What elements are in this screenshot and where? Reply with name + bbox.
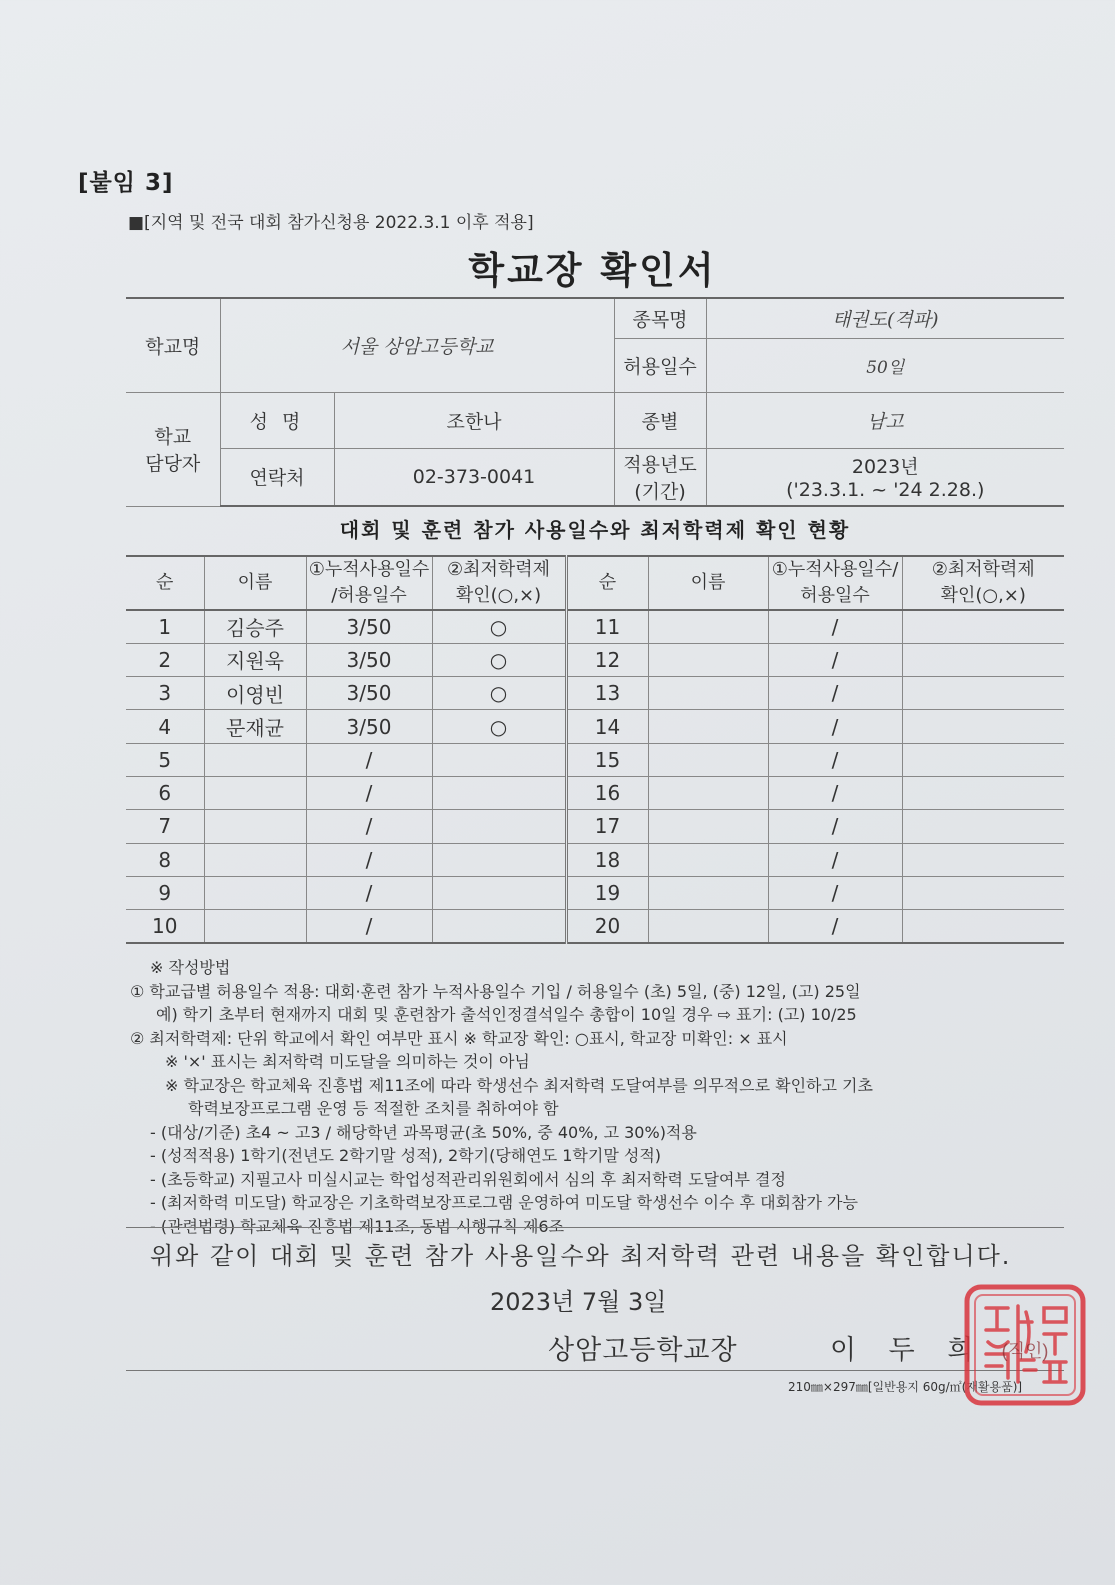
right-no: 17 [566, 810, 648, 843]
school-manager-label-line1: 학교 [154, 426, 192, 448]
manager-name-value: 조한나 [334, 392, 614, 448]
left-days: 3/50 [306, 610, 432, 643]
detail-1: - (대상/기준) 초4 ~ 고3 / 해당학년 과목평균(초 50%, 중 40%, 고 30%)적용 [150, 1122, 697, 1142]
year-value-year: 2023년 [851, 456, 919, 479]
detail-5: - (관련법령) 학교체육 진흥법 제11조, 동법 시행규칙 제6조 [150, 1216, 565, 1236]
year-value [706, 448, 1064, 506]
issue-date: 2023년 7월 3일 [490, 1288, 667, 1316]
writing-instructions [130, 956, 1065, 1238]
divider [126, 1227, 1064, 1228]
left-check [432, 843, 566, 876]
year-label-line2: (기간) [634, 480, 686, 503]
right-name [648, 810, 768, 843]
left-check [432, 910, 566, 943]
header-days [306, 556, 432, 610]
table-row [126, 810, 1064, 843]
category-value: 남고 [706, 392, 1064, 448]
header-name-right: 이름 [648, 556, 768, 610]
right-check [902, 876, 1064, 909]
attachment-label: [붙임 3] [78, 170, 174, 196]
table-row [126, 876, 1064, 909]
right-name [648, 677, 768, 710]
right-no: 12 [566, 643, 648, 676]
left-no: 4 [126, 710, 204, 743]
right-check [902, 910, 1064, 943]
left-name [204, 843, 306, 876]
year-label [614, 448, 706, 506]
form-subtitle: ■[지역 및 전국 대회 참가신청용 2022.3.1 이후 적용] [128, 213, 534, 233]
principal-title: 상암고등학교장 [548, 1335, 738, 1366]
note-2: ② 최저학력제: 단위 학교에서 확인 여부만 표시 ※ 학교장 확인: ○표시, 학교장 미확인: × 표시 [130, 1028, 788, 1048]
right-name [648, 743, 768, 776]
note-1-example: 예) 학기 초부터 현재까지 대회 및 훈련참가 출석인정결석일수 총합이 10일 경우 ⇨ 표기: (고) 10/25 [156, 1005, 857, 1024]
table-row [126, 643, 1064, 676]
header-no-right: 순 [566, 556, 648, 610]
table-row [126, 710, 1064, 743]
notes-title: ※ 작성방법 [150, 958, 231, 977]
right-days: / [768, 810, 902, 843]
detail-4: - (최저학력 미도달) 학교장은 기초학력보장프로그램 운영하여 미도달 학생선수 이수 후 대회참가 가능 [150, 1193, 858, 1212]
right-no: 14 [566, 710, 648, 743]
left-check [432, 810, 566, 843]
left-days: 3/50 [306, 710, 432, 743]
left-check: ○ [432, 710, 566, 743]
header-check-right [902, 556, 1064, 610]
right-check [902, 843, 1064, 876]
right-days: / [768, 710, 902, 743]
allowed-days-label: 허용일수 [614, 338, 706, 392]
right-days: / [768, 776, 902, 809]
left-days: / [306, 910, 432, 943]
right-name [648, 610, 768, 643]
table-row [126, 843, 1064, 876]
header-check [432, 556, 566, 610]
left-name [204, 910, 306, 943]
table-row [126, 677, 1064, 710]
right-no: 19 [566, 876, 648, 909]
left-name: 김승주 [204, 610, 306, 643]
confirmation-statement: 위와 같이 대회 및 훈련 참가 사용일수와 최저학력 관련 내용을 확인합니다. [150, 1242, 1012, 1270]
right-name [648, 843, 768, 876]
usage-header-row [126, 556, 1064, 610]
contact-label: 연락처 [220, 448, 334, 506]
header-check-right-line2: 확인(○,×) [940, 585, 1026, 606]
right-check [902, 776, 1064, 809]
table-row [126, 910, 1064, 943]
year-label-line1: 적용년도 [623, 453, 697, 476]
school-name-label: 학교명 [126, 298, 220, 392]
year-value-period: ('23.3.1. ~ '24 2.28.) [786, 479, 985, 502]
detail-2: - (성적적용) 1학기(전년도 2학기말 성적), 2학기(당해연도 1학기말 성적) [150, 1146, 662, 1165]
left-no: 7 [126, 810, 204, 843]
contact-value: 02-373-0041 [334, 448, 614, 506]
right-name [648, 710, 768, 743]
manager-name-label: 성 명 [220, 392, 334, 448]
school-manager-label-line2: 담당자 [145, 453, 201, 475]
left-days: / [306, 743, 432, 776]
left-check [432, 876, 566, 909]
header-days-right-line1: ①누적사용일수/ [771, 559, 899, 580]
detail-3: - (초등학교) 지필고사 미실시교는 학업성적관리위원회에서 심의 후 최저학력 도달여부 결정 [150, 1169, 786, 1189]
school-info-table [126, 297, 1064, 507]
left-days: 3/50 [306, 643, 432, 676]
left-check: ○ [432, 677, 566, 710]
paper-spec: 210㎜×297㎜[일반용지 60g/㎡(재활용품)] [788, 1380, 1023, 1394]
event-label: 종목명 [614, 298, 706, 338]
right-no: 13 [566, 677, 648, 710]
right-check [902, 743, 1064, 776]
left-name [204, 810, 306, 843]
right-days: / [768, 910, 902, 943]
left-name: 지원욱 [204, 643, 306, 676]
right-days: / [768, 677, 902, 710]
right-days: / [768, 610, 902, 643]
event-value: 태권도(격파) [706, 298, 1064, 338]
school-manager-label [126, 392, 220, 506]
usage-table [126, 555, 1064, 944]
divider [126, 1370, 1064, 1371]
right-days: / [768, 643, 902, 676]
table-row [126, 743, 1064, 776]
note-2-b: ※ 학교장은 학교체육 진흥법 제11조에 따라 학생선수 최저학력 도달여부를 의무적으로 확인하고 기초 [165, 1075, 873, 1095]
left-no: 1 [126, 610, 204, 643]
left-name [204, 776, 306, 809]
right-check [902, 610, 1064, 643]
seal-mark: (직인) [1001, 1341, 1049, 1361]
table-row [126, 776, 1064, 809]
allowed-days-value: 50일 [706, 338, 1064, 392]
left-check [432, 743, 566, 776]
right-days: / [768, 843, 902, 876]
note-1: ① 학교급별 허용일수 적용: 대회·훈련 참가 누적사용일수 기입 / 허용일수 (초) 5일, (중) 12일, (고) 25일 [130, 981, 861, 1001]
right-no: 16 [566, 776, 648, 809]
left-days: / [306, 810, 432, 843]
right-days: / [768, 743, 902, 776]
right-name [648, 776, 768, 809]
header-days-right [768, 556, 902, 610]
header-check-line2: 확인(○,×) [455, 585, 542, 606]
right-check [902, 677, 1064, 710]
right-name [648, 643, 768, 676]
note-2-b-cont: 학력보장프로그램 운영 등 적절한 조치를 취하여야 함 [188, 1099, 559, 1118]
right-check [902, 810, 1064, 843]
left-no: 2 [126, 643, 204, 676]
left-check [432, 776, 566, 809]
header-check-line1: ②최저학력제 [446, 559, 551, 580]
left-name: 문재균 [204, 710, 306, 743]
document-title: 학교장 확인서 [468, 249, 717, 292]
header-days-right-line2: 허용일수 [800, 585, 870, 606]
left-name [204, 743, 306, 776]
left-days: / [306, 843, 432, 876]
left-name: 이영빈 [204, 677, 306, 710]
right-no: 15 [566, 743, 648, 776]
right-no: 18 [566, 843, 648, 876]
left-days: / [306, 776, 432, 809]
principal-name: 이 두 희 [830, 1335, 986, 1366]
right-name [648, 910, 768, 943]
left-days: / [306, 876, 432, 909]
left-no: 8 [126, 843, 204, 876]
header-name: 이름 [204, 556, 306, 610]
note-2-a: ※ '×' 표시는 최저학력 미도달을 의미하는 것이 아님 [165, 1052, 530, 1071]
right-no: 20 [566, 910, 648, 943]
header-days-line2: /허용일수 [331, 585, 407, 606]
right-check [902, 643, 1064, 676]
category-label: 종별 [614, 392, 706, 448]
usage-section-title: 대회 및 훈련 참가 사용일수와 최저학력제 확인 현황 [339, 518, 851, 542]
right-check [902, 710, 1064, 743]
left-no: 6 [126, 776, 204, 809]
left-check: ○ [432, 643, 566, 676]
right-name [648, 876, 768, 909]
left-days: 3/50 [306, 677, 432, 710]
header-days-line1: ①누적사용일수 [308, 559, 430, 580]
left-check: ○ [432, 610, 566, 643]
header-check-right-line1: ②최저학력제 [931, 559, 1035, 580]
left-no: 9 [126, 876, 204, 909]
left-no: 5 [126, 743, 204, 776]
left-no: 3 [126, 677, 204, 710]
left-no: 10 [126, 910, 204, 943]
right-days: / [768, 876, 902, 909]
right-no: 11 [566, 610, 648, 643]
header-no: 순 [126, 556, 204, 610]
school-name-value: 서울 상암고등학교 [220, 298, 614, 392]
table-row [126, 610, 1064, 643]
official-seal-stamp [962, 1282, 1088, 1408]
left-name [204, 876, 306, 909]
